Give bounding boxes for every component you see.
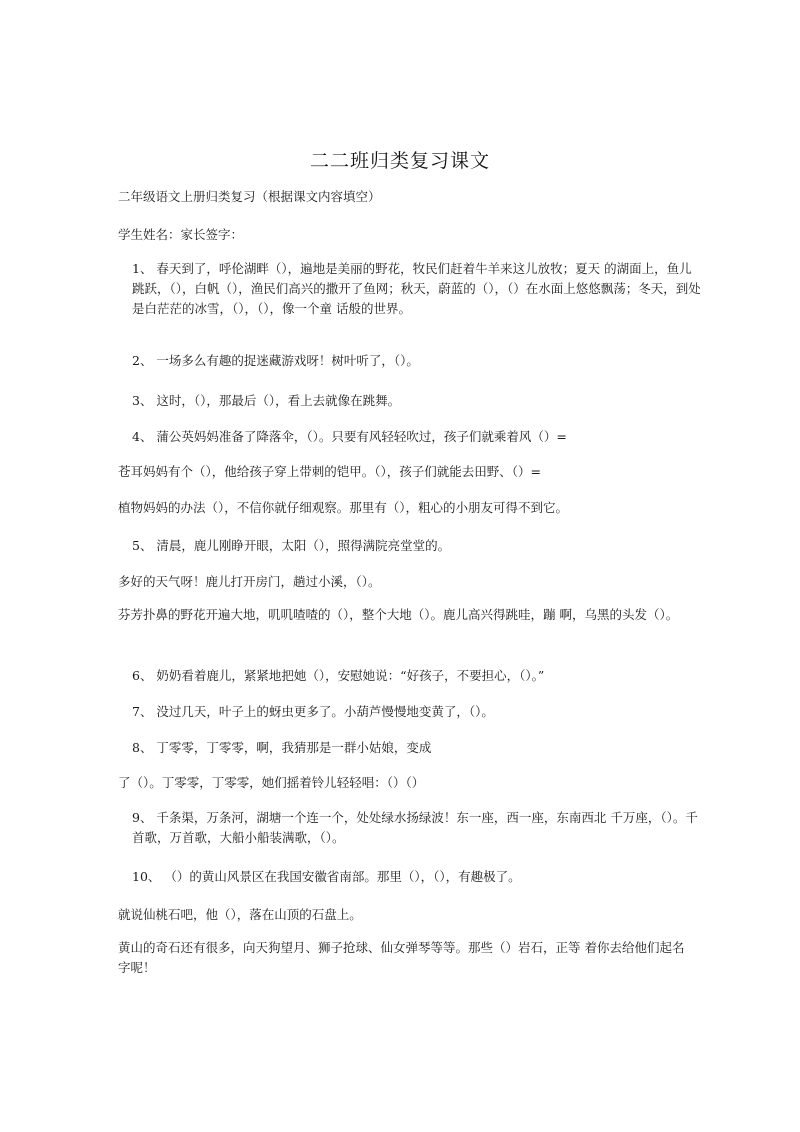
question-10-line-1: 10、 （）的黄山风景区在我国安徽省南部。那里（），（），有趣极了。 (132, 869, 521, 884)
question-5-line-1: 5、 清晨，鹿儿刚睁开眼，太阳（），照得满院亮堂堂的。 (132, 538, 451, 553)
question-4-line-3: 植物妈妈的办法（），不信你就仔细观察。那里有（），粗心的小朋友可得不到它。 (118, 500, 569, 515)
question-8-line-2: 了（）。丁零零，丁零零，她们摇着铃儿轻轻唱：（）（） (118, 775, 425, 790)
document-subtitle: 二年级语文上册归类复习（根据课文内容填空） (118, 189, 381, 204)
question-1: 1、 春天到了，呼伦湖畔（），遍地是美丽的野花，牧民们赶着牛羊来这儿放牧；夏天 的湖面上，鱼儿跳跃，（），白帆（），渔民们高兴的撒开了鱼网；秋天，蔚蓝的（），（）在水面上悠悠飘荡；冬天，到处是白茫茫的冰雪，（），（），像一个童 话般的世界。 (132, 261, 701, 316)
question-3: 3、 这时，（），那最后（），看上去就像在跳舞。 (132, 393, 401, 408)
document-title: 二二班归类复习课文 (309, 150, 490, 172)
question-4-line-2: 苍耳妈妈有个（），他给孩子穿上带刺的铠甲。（），孩子们就能去田野、（）= (118, 464, 541, 479)
student-signature-line: 学生姓名：家长签字： (118, 227, 244, 242)
question-9: 9、 千条渠，万条河，湖塘一个连一个，处处绿水扬绿波！东一座，西一座，东南西北 千万座，（）。千首歌，万首歌，大船小船装满歌，（）。 (132, 810, 698, 845)
question-4-line-1: 4、 蒲公英妈妈准备了降落伞，（）。只要有风轻轻吹过，孩子们就乘着风（）= (132, 429, 567, 444)
question-10-line-2: 就说仙桃石吧，他（），落在山顶的石盘上。 (118, 907, 362, 922)
question-7: 7、 没过几天，叶子上的蚜虫更多了。小葫芦慢慢地变黄了，（）。 (132, 704, 494, 719)
question-5-line-3: 芬芳扑鼻的野花开遍大地，叽叽喳喳的（），整个大地（）。鹿儿高兴得跳哇，蹦 啊，乌黑的头发（）。 (118, 607, 679, 622)
question-10-line-3: 黄山的奇石还有很多，向天狗望月、狮子抢球、仙女弹琴等等。那些（）岩石，正等 着你去给他们起名字呢！ (118, 940, 685, 975)
question-8-line-1: 8、 丁零零，丁零零，啊，我猜那是一群小姑娘，变成 (132, 740, 432, 755)
question-6: 6、 奶奶看着鹿儿，紧紧地把她（），安慰她说：“好孩子，不要担心，（）。” (132, 668, 545, 683)
question-5-line-2: 多好的天气呀！鹿儿打开房门，趟过小溪，（）。 (118, 574, 381, 589)
question-2: 2、 一场多么有趣的捉迷藏游戏呀！树叶听了，（）。 (132, 353, 419, 368)
